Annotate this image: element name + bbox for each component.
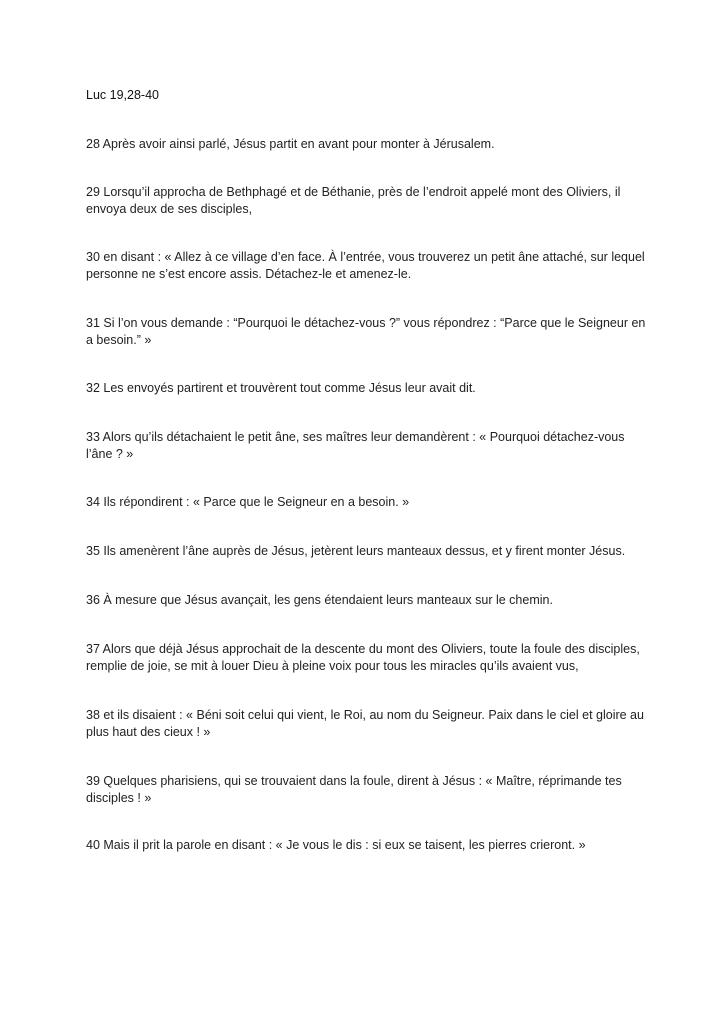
verse-39: 39 Quelques pharisiens, qui se trouvaient dans la foule, dirent à Jésus : « Maître, réprimande tes disciples ! »	[86, 774, 622, 805]
verse-40: 40 Mais il prit la parole en disant : « Je vous le dis : si eux se taisent, les pierres crieront. »	[86, 838, 586, 852]
verse-34: 34 Ils répondirent : « Parce que le Seigneur en a besoin. »	[86, 495, 410, 509]
verse-36: 36 À mesure que Jésus avançait, les gens étendaient leurs manteaux sur le chemin.	[86, 593, 553, 607]
verse-38: 38 et ils disaient : « Béni soit celui qui vient, le Roi, au nom du Seigneur. Paix dans le ciel et gloire au plus haut des cieux ! »	[86, 708, 644, 739]
verse-35: 35 Ils amenèrent l’âne auprès de Jésus, jetèrent leurs manteaux dessus, et y firent monter Jésus.	[86, 544, 626, 558]
verse-33: 33 Alors qu’ils détachaient le petit âne, ses maîtres leur demandèrent : « Pourquoi détachez-vous l’âne ? »	[86, 430, 625, 461]
verse-29: 29 Lorsqu’il approcha de Bethphagé et de Béthanie, près de l’endroit appelé mont des Oliviers, il envoya deux de ses disciples,	[86, 185, 621, 216]
verse-28: 28 Après avoir ainsi parlé, Jésus partit en avant pour monter à Jérusalem.	[86, 137, 495, 151]
verse-37: 37 Alors que déjà Jésus approchait de la descente du mont des Oliviers, toute la foule des disciples, remplie de joie, se mit à louer Dieu à pleine voix pour tous les miracles qu’ils avaient vus,	[86, 642, 640, 673]
verse-32: 32 Les envoyés partirent et trouvèrent tout comme Jésus leur avait dit.	[86, 381, 476, 395]
verse-31: 31 Si l’on vous demande : “Pourquoi le détachez-vous ?” vous répondrez : “Parce que le Seigneur en a besoin.” »	[86, 316, 646, 347]
verse-30: 30 en disant : « Allez à ce village d’en face. À l’entrée, vous trouverez un petit âne attaché, sur lequel personne ne s’est encore assis. Détachez-le et amenez-le.	[86, 250, 645, 281]
document-title: Luc 19,28-40	[86, 88, 159, 102]
